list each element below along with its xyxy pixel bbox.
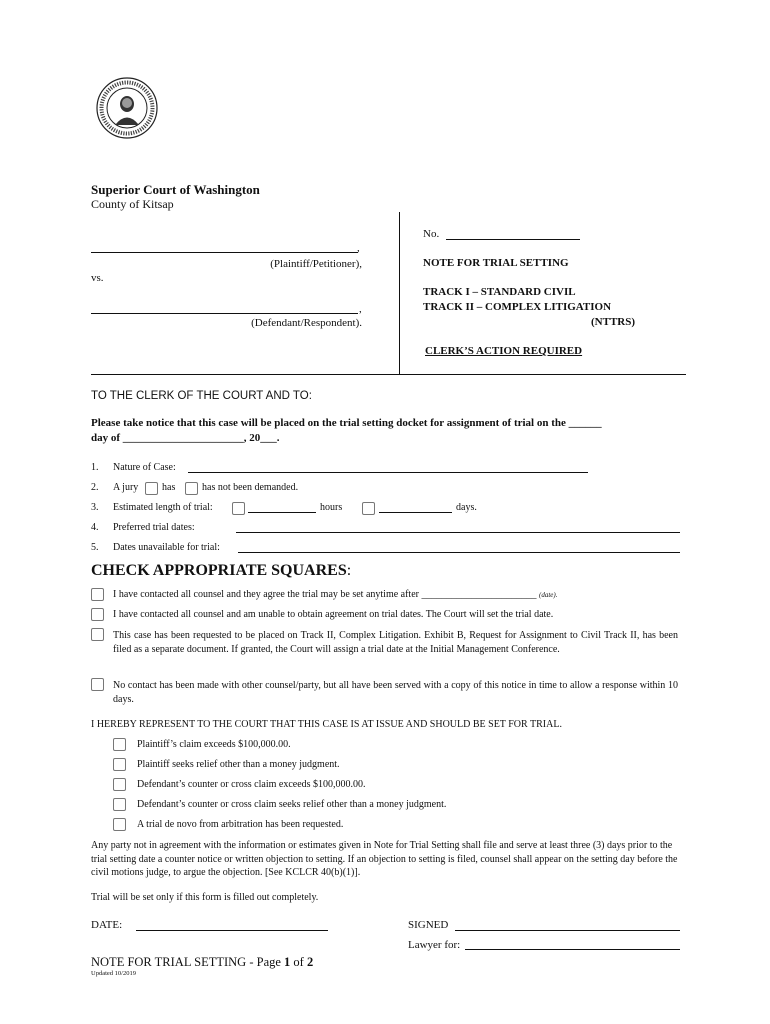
comma-mark: , [357, 242, 360, 254]
washington-state-seal [96, 77, 158, 139]
represent-statement: I HEREBY REPRESENT TO THE COURT THAT THIS CASE IS AT ISSUE AND SHOULD BE SET FOR TRIAL. [91, 719, 562, 730]
preferred-dates-label: Preferred trial dates: [113, 522, 195, 533]
signature-field[interactable] [455, 930, 680, 931]
option-checkbox[interactable] [91, 608, 104, 621]
jury-has-not-label: has not been demanded. [202, 482, 299, 493]
jury-label: A jury [113, 482, 139, 493]
notice-line-1: Please take notice that this case will be placed on the trial setting docket for assignment of trial on the ______ [91, 417, 602, 429]
hours-label: hours [320, 502, 343, 513]
item-number: 3. [91, 502, 99, 513]
claim-checkbox[interactable] [113, 758, 126, 771]
trial-length-label: Estimated length of trial: [113, 502, 213, 513]
nature-of-case-field[interactable] [188, 472, 588, 473]
track2-label: TRACK II – COMPLEX LITIGATION [423, 301, 612, 313]
item-number: 4. [91, 522, 99, 533]
lawyer-for-field[interactable] [465, 949, 680, 950]
caption-divider [399, 212, 400, 374]
option-checkbox[interactable] [91, 588, 104, 601]
option-unable-agree: I have contacted all counsel and am unable to obtain agreement on trial dates. The Court will set the trial date. [113, 609, 554, 620]
hours-checkbox[interactable] [232, 502, 245, 515]
preferred-dates-field[interactable] [236, 532, 680, 533]
unavailable-dates-label: Dates unavailable for trial: [113, 542, 220, 553]
jury-has-label: has [162, 482, 176, 493]
notice-line-2: day of ______________________, 20___. [91, 432, 280, 444]
jury-has-not-checkbox[interactable] [185, 482, 198, 495]
completeness-note: Trial will be set only if this form is filled out completely. [91, 892, 319, 903]
item-number: 2. [91, 482, 99, 493]
jury-has-checkbox[interactable] [145, 482, 158, 495]
days-label: days. [456, 502, 477, 513]
objection-paragraph: Any party not in agreement with the information or estimates given in Note for Trial Setting shall file and serve at least three (3) days prior to the trial setting date a counter notice or written objection to setting. If an objection to setting is filed, counsel shall appear on the setting day before the civil motions judge, to argue the objection. [See KCLCR 40(b)(1)]. [91, 840, 678, 878]
claim-option: A trial de novo from arbitration has been requested. [137, 819, 344, 830]
option-no-contact: No contact has been made with other counsel/party, but all have been served with a copy of this notice in time to allow a response within 10 days. [113, 680, 678, 705]
case-number-line[interactable] [446, 239, 580, 240]
county-name: County of Kitsap [91, 197, 174, 211]
claim-checkbox[interactable] [113, 818, 126, 831]
days-checkbox[interactable] [362, 502, 375, 515]
track2-abbr: (NTTRS) [591, 316, 636, 328]
court-name: Superior Court of Washington [91, 182, 260, 197]
item-number: 1. [91, 462, 99, 473]
hours-field[interactable] [248, 512, 316, 513]
clerk-action-label: CLERK’S ACTION REQUIRED [425, 345, 583, 357]
claim-checkbox[interactable] [113, 778, 126, 791]
form-title: NOTE FOR TRIAL SETTING [423, 257, 569, 269]
to-clerk-heading: TO THE CLERK OF THE COURT AND TO: [91, 390, 312, 402]
check-squares-heading: CHECK APPROPRIATE SQUARES: [91, 562, 352, 579]
claim-checkbox[interactable] [113, 798, 126, 811]
footer-page-info: NOTE FOR TRIAL SETTING - Page 1 of 2 [91, 955, 314, 969]
date-label: DATE: [91, 919, 123, 931]
claim-option: Defendant’s counter or cross claim seeks relief other than a money judgment. [137, 799, 447, 810]
plaintiff-label: (Plaintiff/Petitioner), [270, 258, 362, 270]
claim-checkbox[interactable] [113, 738, 126, 751]
date-field[interactable] [136, 930, 328, 931]
caption-bottom-rule [91, 374, 686, 375]
claim-option: Plaintiff seeks relief other than a money judgment. [137, 759, 340, 770]
defendant-label: (Defendant/Respondent). [251, 317, 362, 329]
plaintiff-line [91, 252, 358, 253]
claim-option: Defendant’s counter or cross claim exceeds $100,000.00. [137, 779, 366, 790]
footer-updated: Updated 10/2019 [91, 970, 136, 977]
option-checkbox[interactable] [91, 678, 104, 691]
case-number-label: No. [423, 228, 440, 240]
item-number: 5. [91, 542, 99, 553]
days-field[interactable] [379, 512, 452, 513]
claim-option: Plaintiff’s claim exceeds $100,000.00. [137, 739, 291, 750]
nature-of-case-label: Nature of Case: [113, 462, 176, 473]
option-checkbox[interactable] [91, 628, 104, 641]
option-track2: This case has been requested to be placed on Track II, Complex Litigation. Exhibit B, Request for Assignment to Civil Track II, has been filed as a separate document. If granted, the Court will assign a trial date at the Initial Management Conference. [113, 630, 678, 655]
option-agree-date: I have contacted all counsel and they agree the trial may be set anytime after _______________________ (date). [113, 589, 558, 600]
vs-label: vs. [91, 272, 104, 284]
unavailable-dates-field[interactable] [238, 552, 680, 553]
lawyer-for-label: Lawyer for: [408, 939, 461, 951]
track1-label: TRACK I – STANDARD CIVIL [423, 286, 576, 298]
defendant-line [91, 313, 358, 314]
comma-mark: , [359, 303, 362, 315]
signed-label: SIGNED [408, 919, 449, 931]
